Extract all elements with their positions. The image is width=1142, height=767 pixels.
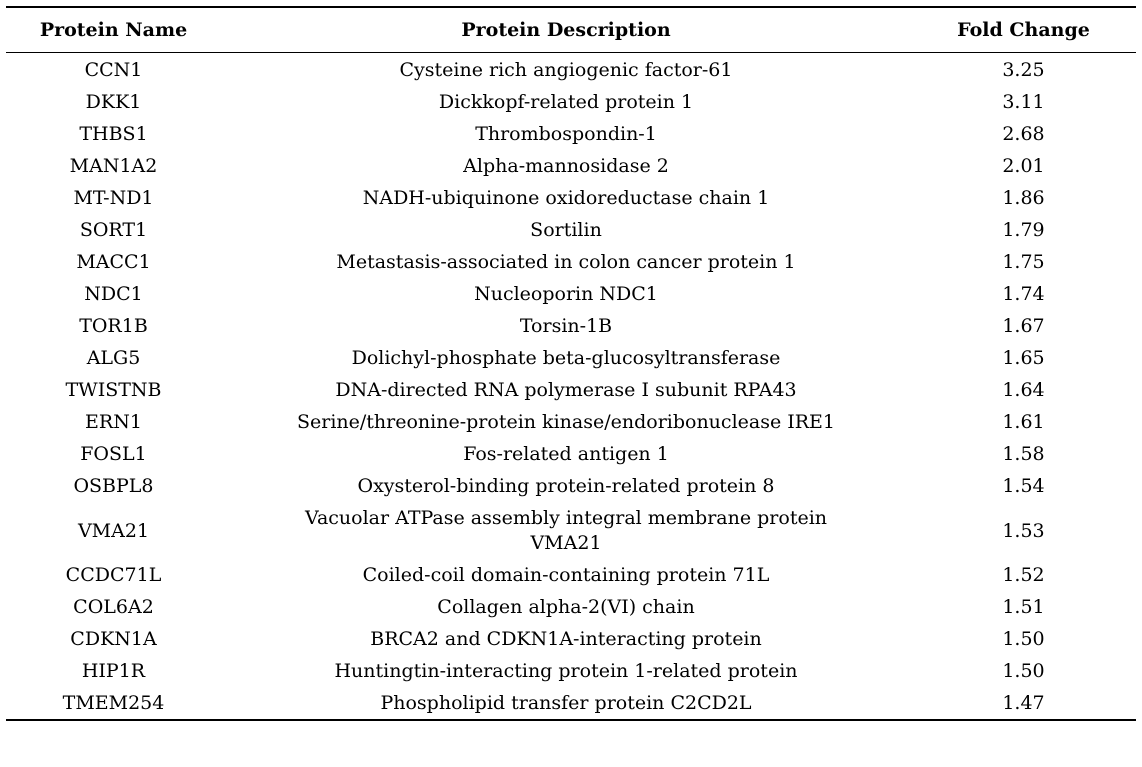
cell-protein-description bbox=[221, 374, 911, 406]
cell-protein-name: THBS1 bbox=[79, 123, 148, 145]
table-row bbox=[6, 278, 1136, 310]
header-protein-name: Protein Name bbox=[6, 7, 221, 53]
cell-fold-change: 1.51 bbox=[1002, 596, 1045, 618]
cell-protein-description bbox=[221, 502, 911, 559]
table-row bbox=[6, 118, 1136, 150]
cell-fold-change: 2.01 bbox=[1002, 155, 1045, 177]
description-text: Oxysterol-binding protein-related protein 8 bbox=[357, 475, 775, 497]
cell-protein-name: MACC1 bbox=[76, 251, 151, 273]
table-header bbox=[6, 7, 1136, 53]
table-row bbox=[6, 246, 1136, 278]
table-row bbox=[6, 214, 1136, 246]
description-text: Phospholipid transfer protein C2CD2L bbox=[380, 692, 752, 714]
table-row bbox=[6, 438, 1136, 470]
cell-protein-description bbox=[221, 470, 911, 502]
description-text: Torsin-1B bbox=[519, 315, 613, 337]
cell-protein-description bbox=[221, 150, 911, 182]
cell-protein-name: CDKN1A bbox=[70, 628, 157, 650]
cell-protein-description bbox=[221, 53, 911, 87]
cell-fold-change: 1.75 bbox=[1002, 251, 1045, 273]
cell-protein-description bbox=[221, 591, 911, 623]
cell-protein-name: TWISTNB bbox=[65, 379, 162, 401]
cell-protein-description bbox=[221, 559, 911, 591]
cell-protein-name: FOSL1 bbox=[80, 443, 147, 465]
table-row bbox=[6, 406, 1136, 438]
description-text: Dolichyl-phosphate beta-glucosyltransferase bbox=[351, 347, 781, 369]
cell-protein-name: OSBPL8 bbox=[73, 475, 154, 497]
cell-fold-change: 1.86 bbox=[1002, 187, 1045, 209]
cell-protein-name: ALG5 bbox=[86, 347, 141, 369]
cell-fold-change: 1.79 bbox=[1002, 219, 1045, 241]
cell-protein-name: DKK1 bbox=[85, 91, 142, 113]
cell-protein-name: VMA21 bbox=[77, 519, 150, 542]
table-row bbox=[6, 687, 1136, 720]
cell-fold-change: 1.47 bbox=[911, 687, 1136, 720]
description-text: Collagen alpha-2(VI) chain bbox=[437, 596, 695, 618]
cell-protein-description bbox=[221, 118, 911, 150]
cell-protein-name: NDC1 bbox=[84, 283, 143, 305]
table-row bbox=[6, 150, 1136, 182]
table-body bbox=[6, 53, 1136, 721]
table-row bbox=[6, 342, 1136, 374]
cell-fold-change: 1.64 bbox=[1002, 379, 1045, 401]
cell-protein-description bbox=[221, 214, 911, 246]
description-text: Dickkopf-related protein 1 bbox=[438, 91, 694, 113]
header-protein-description: Protein Description bbox=[221, 7, 911, 53]
description-text: Nucleoporin NDC1 bbox=[474, 283, 658, 305]
table-row bbox=[6, 559, 1136, 591]
cell-fold-change: 1.50 bbox=[1002, 660, 1045, 682]
header-row bbox=[6, 7, 1136, 53]
description-text: BRCA2 and CDKN1A-interacting protein bbox=[370, 628, 762, 650]
cell-protein-name: TOR1B bbox=[79, 315, 148, 337]
cell-protein-name: CCDC71L bbox=[65, 564, 162, 586]
cell-fold-change: 1.53 bbox=[1002, 519, 1045, 542]
description-text: Thrombospondin-1 bbox=[475, 123, 657, 145]
protein-fold-change-table bbox=[6, 6, 1136, 721]
description-text: Vacuolar ATPase assembly integral membrane protein VMA21 bbox=[304, 507, 828, 554]
cell-protein-name: SORT1 bbox=[79, 219, 148, 241]
cell-fold-change: 1.65 bbox=[1002, 347, 1045, 369]
cell-protein-name: COL6A2 bbox=[73, 596, 154, 618]
cell-protein-description bbox=[221, 687, 911, 720]
cell-fold-change: 1.67 bbox=[1002, 315, 1045, 337]
table-row bbox=[6, 502, 1136, 559]
cell-protein-description bbox=[221, 438, 911, 470]
cell-protein-description bbox=[221, 278, 911, 310]
table-row bbox=[6, 374, 1136, 406]
cell-protein-name: CCN1 bbox=[84, 59, 143, 81]
cell-protein-description bbox=[221, 342, 911, 374]
table-row bbox=[6, 310, 1136, 342]
protein-table-container bbox=[6, 6, 1136, 721]
cell-protein-name: ERN1 bbox=[85, 411, 142, 433]
table-row bbox=[6, 470, 1136, 502]
description-text: Coiled-coil domain-containing protein 71L bbox=[362, 564, 770, 586]
table-row bbox=[6, 53, 1136, 87]
cell-protein-description bbox=[221, 86, 911, 118]
cell-fold-change: 1.74 bbox=[1002, 283, 1045, 305]
cell-protein-description bbox=[221, 310, 911, 342]
cell-protein-name: MT-ND1 bbox=[73, 187, 154, 209]
table-row bbox=[6, 591, 1136, 623]
cell-fold-change: 3.11 bbox=[1002, 91, 1045, 113]
cell-protein-name: MAN1A2 bbox=[69, 155, 158, 177]
cell-fold-change: 1.58 bbox=[1002, 443, 1045, 465]
description-text: Alpha-mannosidase 2 bbox=[463, 155, 669, 177]
description-text: Cysteine rich angiogenic factor-61 bbox=[399, 59, 733, 81]
description-text: Sortilin bbox=[530, 219, 602, 241]
header-fold-change: Fold Change bbox=[911, 7, 1136, 53]
description-text: Fos-related antigen 1 bbox=[463, 443, 669, 465]
cell-fold-change: 1.50 bbox=[1002, 628, 1045, 650]
description-text: NADH-ubiquinone oxidoreductase chain 1 bbox=[362, 187, 770, 209]
cell-protein-name: TMEM254 bbox=[6, 687, 221, 720]
cell-fold-change: 1.54 bbox=[1002, 475, 1045, 497]
table-row bbox=[6, 182, 1136, 214]
cell-fold-change: 1.61 bbox=[1002, 411, 1045, 433]
cell-protein-description bbox=[221, 406, 911, 438]
description-text: DNA-directed RNA polymerase I subunit RPA43 bbox=[335, 379, 797, 401]
description-text: Metastasis-associated in colon cancer protein 1 bbox=[336, 251, 796, 273]
cell-protein-description bbox=[221, 246, 911, 278]
cell-fold-change: 3.25 bbox=[1002, 59, 1045, 81]
cell-protein-description bbox=[221, 655, 911, 687]
description-text: Huntingtin-interacting protein 1-related protein bbox=[334, 660, 798, 682]
table-row bbox=[6, 655, 1136, 687]
table-row bbox=[6, 86, 1136, 118]
description-text: Serine/threonine-protein kinase/endoribonuclease IRE1 bbox=[296, 411, 836, 433]
cell-protein-description bbox=[221, 623, 911, 655]
cell-protein-description bbox=[221, 182, 911, 214]
cell-fold-change: 2.68 bbox=[1002, 123, 1045, 145]
cell-protein-name: HIP1R bbox=[81, 660, 146, 682]
cell-fold-change: 1.52 bbox=[1002, 564, 1045, 586]
table-row bbox=[6, 623, 1136, 655]
